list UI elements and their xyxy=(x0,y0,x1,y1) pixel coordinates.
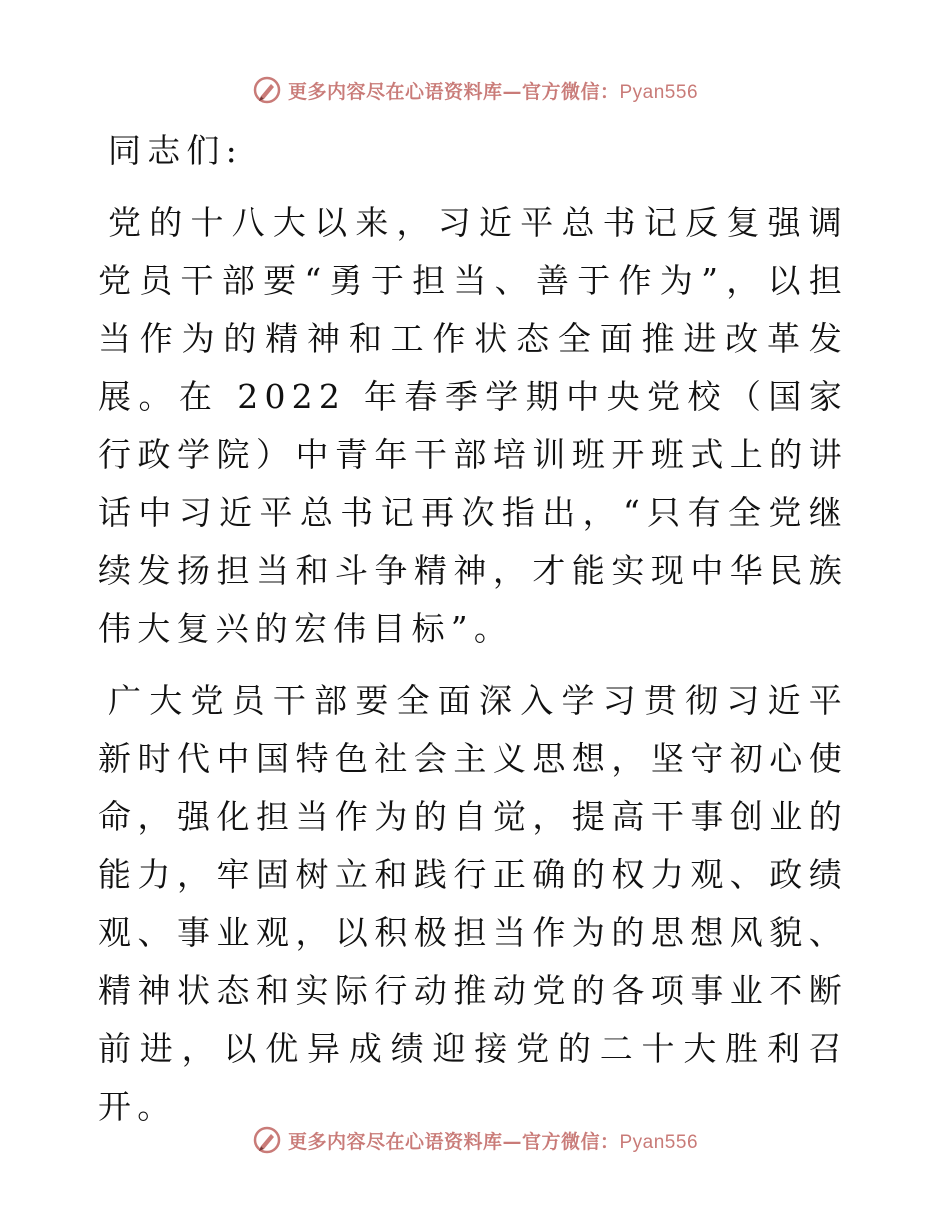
paragraph-1: 党的十八大以来，习近平总书记反复强调党员干部要“勇于担当、善于作为”，以担当作为的精神和工作状态全面推进改革发展。在 2022 年春季学期中央党校（国家行政学院）中青年干部培训班开班式上的讲话中习近平总书记再次指出，“只有全党继续发扬担当和斗争精神，才能实现中华民族伟大复兴的宏伟目标”。 xyxy=(98,203,848,648)
pen-logo-icon xyxy=(252,75,282,105)
footer-watermark-text: 更多内容尽在心语资料库—官方微信：Pyan556 xyxy=(287,1130,699,1153)
pen-logo-icon xyxy=(252,1125,282,1155)
header-watermark-text: 更多内容尽在心语资料库—官方微信：Pyan556 xyxy=(287,80,699,103)
greeting: 同志们: xyxy=(108,131,243,170)
footer-wechat-id: Pyan556 xyxy=(619,1131,699,1153)
footer-watermark xyxy=(0,1120,950,1160)
paragraph-2: 广大党员干部要全面深入学习贯彻习近平新时代中国特色社会主义思想，坚守初心使命，强化担当作为的自觉，提高干事创业的能力，牢固树立和践行正确的权力观、政绩观、事业观，以积极担当作为的思想风貌、精神状态和实际行动推动党的各项事业不断前进，以优异成绩迎接党的二十大胜利召开。 xyxy=(98,681,848,1126)
document-body xyxy=(98,122,848,1136)
header-wechat-id: Pyan556 xyxy=(619,81,699,103)
header-watermark xyxy=(0,70,950,110)
